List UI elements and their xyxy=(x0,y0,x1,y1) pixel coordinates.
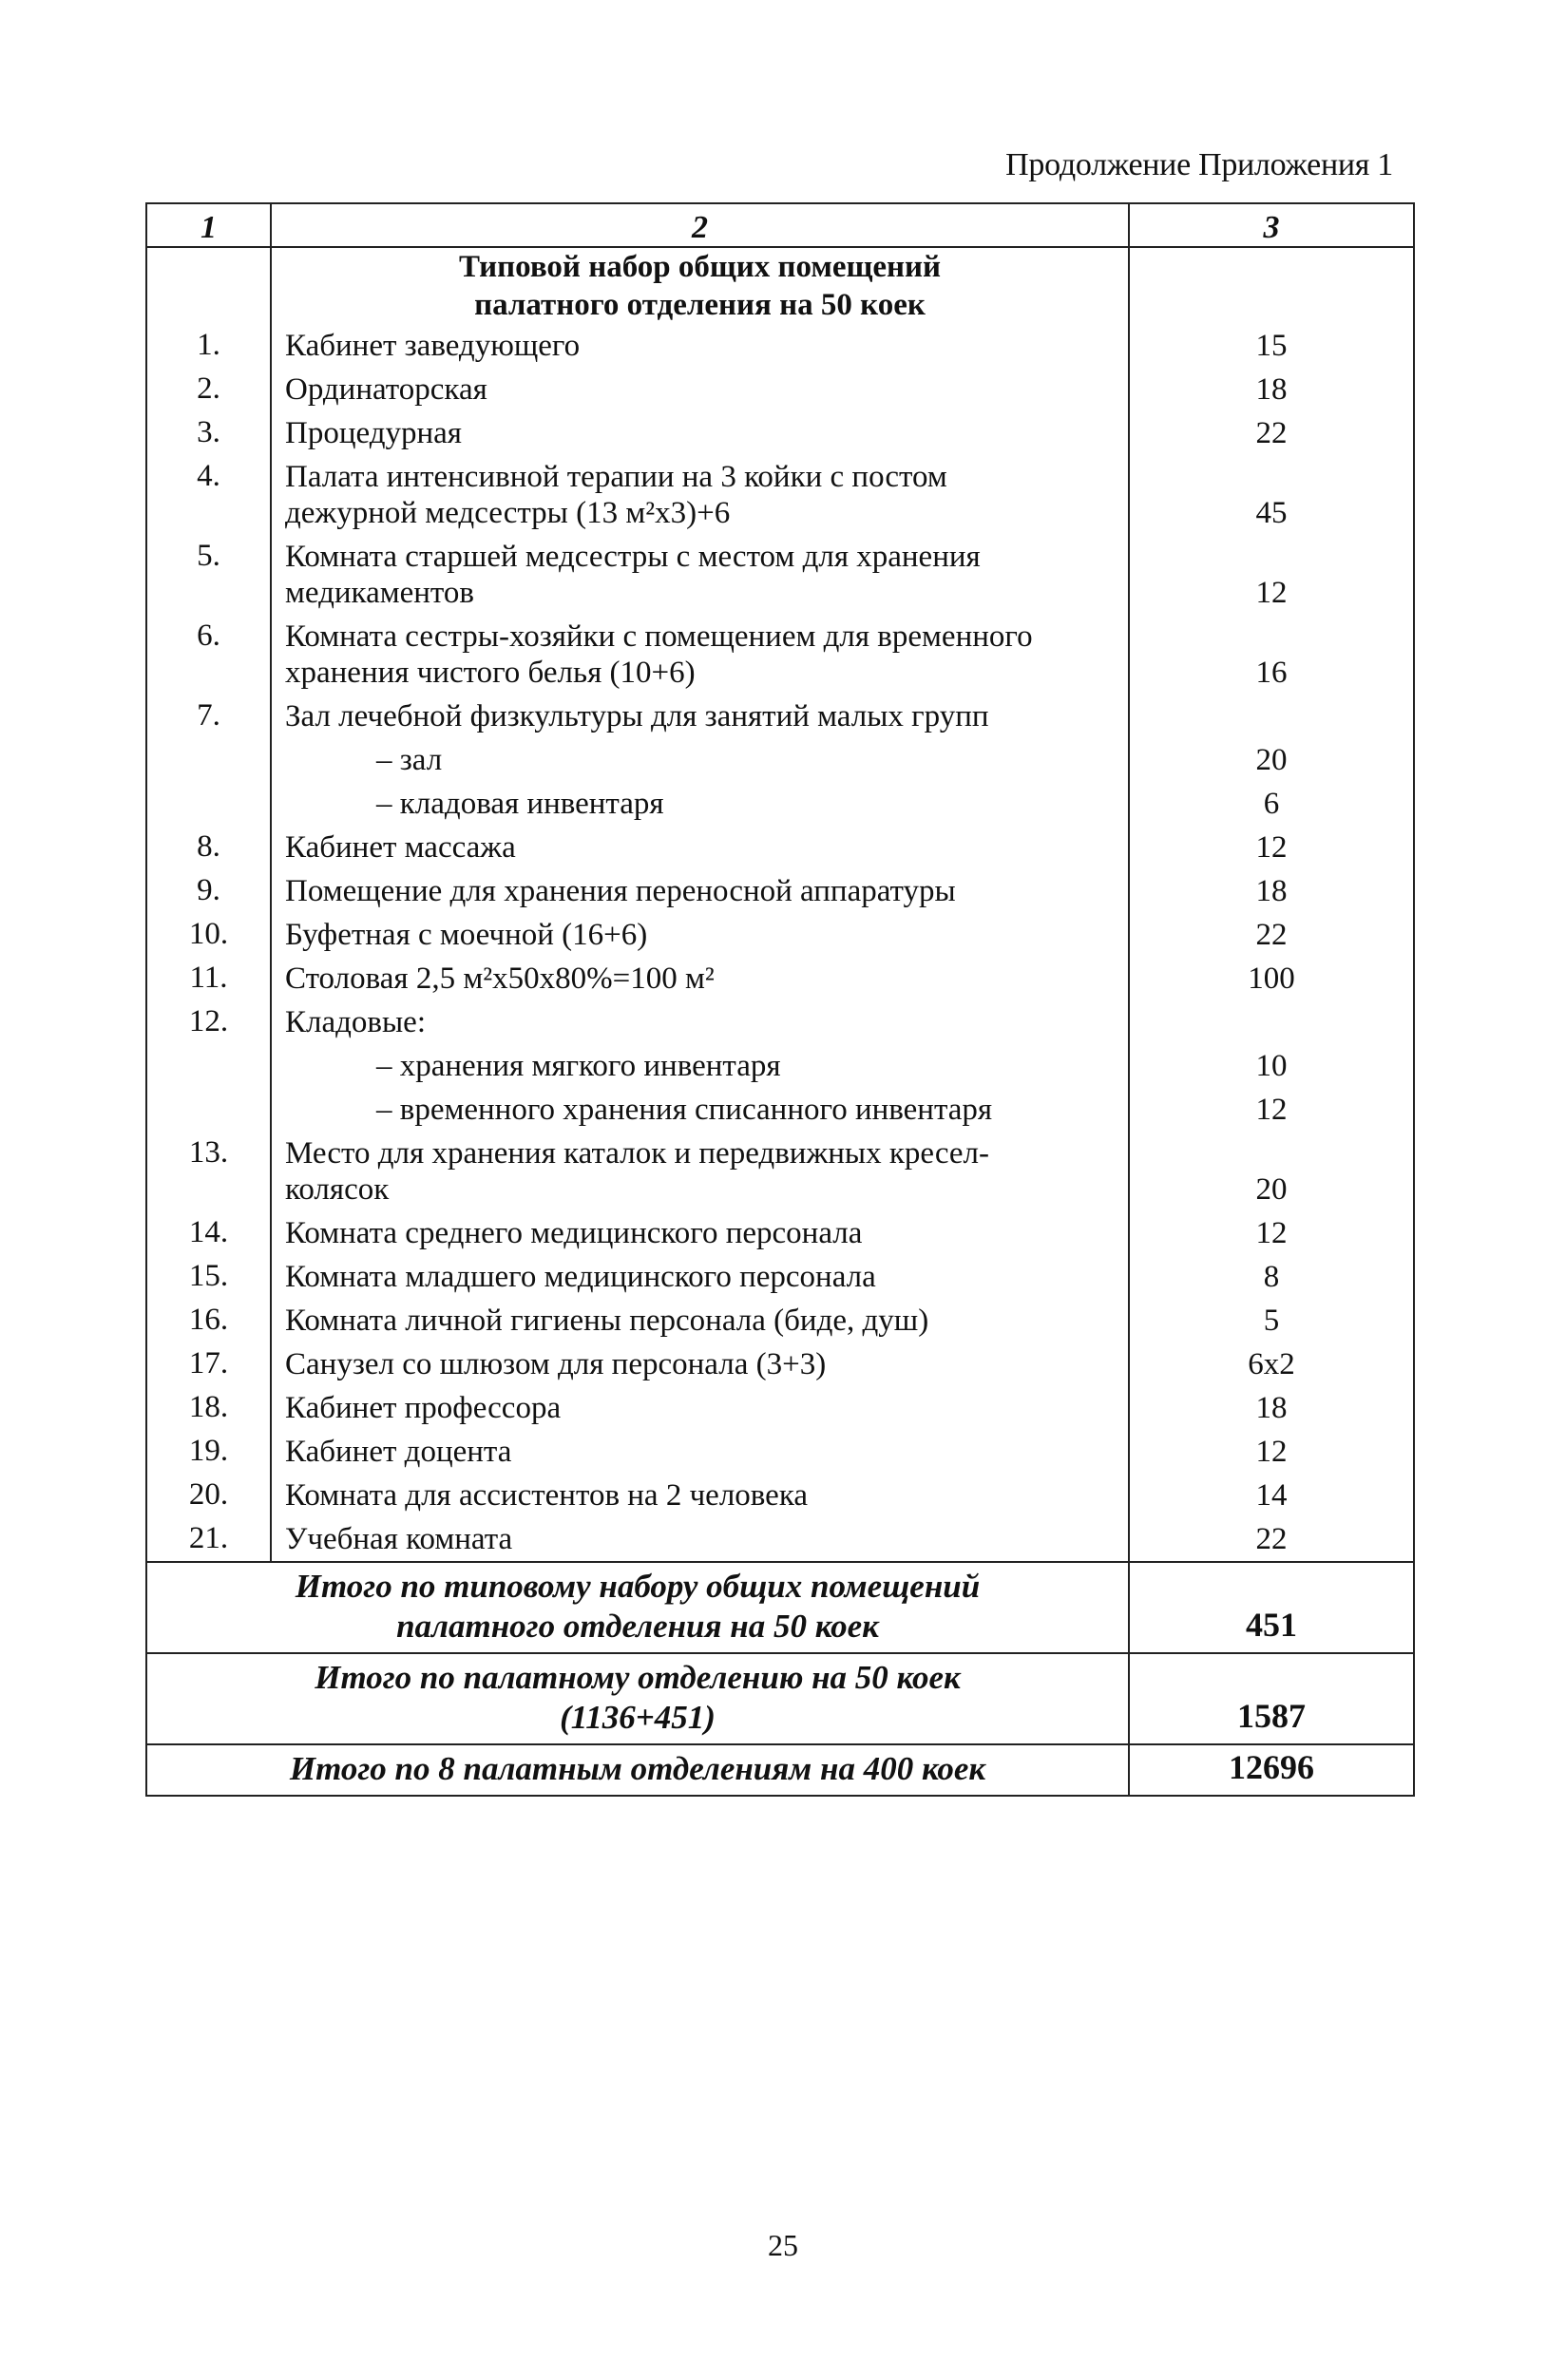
row-area-value: 8 xyxy=(1129,1255,1414,1299)
row-description-line: Санузел со шлюзом для персонала (3+3) xyxy=(285,1347,827,1381)
row-number xyxy=(146,1088,271,1132)
section-title-line-2: палатного отделения на 50 коек xyxy=(474,288,926,322)
table-row xyxy=(146,1088,1414,1132)
row-description xyxy=(271,455,1129,535)
row-description xyxy=(271,1517,1129,1562)
row-description xyxy=(271,913,1129,957)
row-number: 4. xyxy=(146,455,271,535)
table-row xyxy=(146,535,1414,615)
row-number: 16. xyxy=(146,1299,271,1342)
total-label xyxy=(146,1562,1129,1653)
section-title xyxy=(271,247,1129,324)
row-description xyxy=(271,1386,1129,1430)
row-area-value: 18 xyxy=(1129,1386,1414,1430)
row-description xyxy=(271,1299,1129,1342)
row-number: 13. xyxy=(146,1132,271,1211)
table-row xyxy=(146,1044,1414,1088)
row-area-value: 5 xyxy=(1129,1299,1414,1342)
row-number: 3. xyxy=(146,411,271,455)
row-description xyxy=(271,1342,1129,1386)
table-row xyxy=(146,913,1414,957)
row-description-line: дежурной медсестры (13 м²х3)+6 xyxy=(285,496,731,530)
table-row xyxy=(146,455,1414,535)
column-header-3: 3 xyxy=(1129,203,1414,247)
page-number: 25 xyxy=(768,2228,798,2262)
row-number: 17. xyxy=(146,1342,271,1386)
row-description-line: – хранения мягкого инвентаря xyxy=(376,1049,781,1083)
row-number xyxy=(146,738,271,782)
row-area-value: 100 xyxy=(1129,957,1414,1000)
table-row xyxy=(146,1299,1414,1342)
row-description-line: Буфетная с моечной (16+6) xyxy=(285,918,648,952)
row-area-value: 14 xyxy=(1129,1474,1414,1517)
section-title-row xyxy=(146,247,1414,324)
column-header-1: 1 xyxy=(146,203,271,247)
row-area-value: 10 xyxy=(1129,1044,1414,1088)
row-description xyxy=(271,1211,1129,1255)
row-number: 20. xyxy=(146,1474,271,1517)
row-description-line: Комната среднего медицинского персонала xyxy=(285,1216,863,1250)
row-number: 8. xyxy=(146,826,271,869)
row-number: 14. xyxy=(146,1211,271,1255)
row-description xyxy=(271,324,1129,368)
total-label-line: Итого по типовому набору общих помещений xyxy=(295,1568,981,1605)
row-area-value: 18 xyxy=(1129,869,1414,913)
continuation-header: Продолжение Приложения 1 xyxy=(1005,147,1393,182)
row-description-line: Комната сестры-хозяйки с помещением для временного xyxy=(285,619,1033,654)
row-area-value: 12 xyxy=(1129,535,1414,615)
row-number: 19. xyxy=(146,1430,271,1474)
row-number: 15. xyxy=(146,1255,271,1299)
row-number: 2. xyxy=(146,368,271,411)
table-row xyxy=(146,368,1414,411)
row-description-line: хранения чистого белья (10+6) xyxy=(285,656,696,690)
row-description-line: Ординаторская xyxy=(285,372,487,407)
row-area-value: 22 xyxy=(1129,411,1414,455)
table-row xyxy=(146,869,1414,913)
table-row xyxy=(146,1000,1414,1044)
table-row xyxy=(146,411,1414,455)
table-row xyxy=(146,1386,1414,1430)
row-description-line: Зал лечебной физкультуры для занятий малых групп xyxy=(285,699,989,733)
column-header-2: 2 xyxy=(271,203,1129,247)
row-number: 10. xyxy=(146,913,271,957)
row-description-line: Комната личной гигиены персонала (биде, душ) xyxy=(285,1304,929,1338)
row-area-value: 6 xyxy=(1129,782,1414,826)
row-description xyxy=(271,695,1129,738)
row-description-line: – временного хранения списанного инвентаря xyxy=(376,1093,993,1127)
table-row xyxy=(146,1342,1414,1386)
table-row xyxy=(146,1255,1414,1299)
row-number xyxy=(146,782,271,826)
table-row xyxy=(146,1211,1414,1255)
row-area-value: 12 xyxy=(1129,1430,1414,1474)
total-value: 451 xyxy=(1129,1562,1414,1653)
row-number: 1. xyxy=(146,324,271,368)
row-number: 18. xyxy=(146,1386,271,1430)
row-area-value: 20 xyxy=(1129,738,1414,782)
table-row xyxy=(146,1430,1414,1474)
row-area-value: 45 xyxy=(1129,455,1414,535)
row-area-value: 20 xyxy=(1129,1132,1414,1211)
row-number: 9. xyxy=(146,869,271,913)
total-row xyxy=(146,1562,1414,1653)
row-description xyxy=(271,1088,1129,1132)
row-description-line: Столовая 2,5 м²х50х80%=100 м² xyxy=(285,962,715,996)
row-description xyxy=(271,782,1129,826)
row-description xyxy=(271,1044,1129,1088)
row-description-line: колясок xyxy=(285,1172,390,1207)
row-area-value xyxy=(1129,1000,1414,1044)
row-description-line: Палата интенсивной терапии на 3 койки с постом xyxy=(285,460,947,494)
row-area-value: 12 xyxy=(1129,826,1414,869)
row-description-line: Комната старшей медсестры с местом для хранения xyxy=(285,540,981,574)
row-description-line: Помещение для хранения переносной аппаратуры xyxy=(285,874,956,908)
row-area-value: 22 xyxy=(1129,913,1414,957)
row-description xyxy=(271,368,1129,411)
row-area-value: 22 xyxy=(1129,1517,1414,1562)
row-area-value: 18 xyxy=(1129,368,1414,411)
row-description xyxy=(271,738,1129,782)
table-row xyxy=(146,738,1414,782)
table-row xyxy=(146,1474,1414,1517)
table-row xyxy=(146,782,1414,826)
row-description-line: медикаментов xyxy=(285,576,474,610)
row-description-line: Комната младшего медицинского персонала xyxy=(285,1260,876,1294)
table-row xyxy=(146,1132,1414,1211)
row-area-value xyxy=(1129,695,1414,738)
row-description-line: – кладовая инвентаря xyxy=(376,787,664,821)
row-description-line: – зал xyxy=(376,743,443,777)
row-description xyxy=(271,535,1129,615)
row-number: 5. xyxy=(146,535,271,615)
row-description xyxy=(271,1255,1129,1299)
row-description xyxy=(271,615,1129,695)
row-description-line: Кабинет профессора xyxy=(285,1391,562,1425)
row-description xyxy=(271,826,1129,869)
row-description-line: Процедурная xyxy=(285,416,462,450)
row-area-value: 16 xyxy=(1129,615,1414,695)
row-number: 12. xyxy=(146,1000,271,1044)
total-value: 12696 xyxy=(1129,1744,1414,1796)
row-number: 21. xyxy=(146,1517,271,1562)
total-label-line: Итого по 8 палатным отделениям на 400 коек xyxy=(289,1750,986,1787)
total-row xyxy=(146,1744,1414,1796)
table-row xyxy=(146,695,1414,738)
column-header-row xyxy=(146,203,1414,247)
row-description-line: Комната для ассистентов на 2 человека xyxy=(285,1478,809,1513)
table-row xyxy=(146,1517,1414,1562)
row-number: 11. xyxy=(146,957,271,1000)
total-label-line: палатного отделения на 50 коек xyxy=(396,1608,879,1645)
total-label-line: Итого по палатному отделению на 50 коек xyxy=(315,1659,961,1696)
table-row xyxy=(146,615,1414,695)
row-description-line: Кабинет доцента xyxy=(285,1435,512,1469)
total-row xyxy=(146,1653,1414,1744)
table-row xyxy=(146,957,1414,1000)
row-description-line: Учебная комната xyxy=(285,1522,513,1556)
section-title-line-1: Типовой набор общих помещений xyxy=(458,250,942,284)
row-description xyxy=(271,1000,1129,1044)
row-area-value: 12 xyxy=(1129,1211,1414,1255)
total-value: 1587 xyxy=(1129,1653,1414,1744)
row-area-value: 15 xyxy=(1129,324,1414,368)
row-description xyxy=(271,1430,1129,1474)
row-description xyxy=(271,411,1129,455)
row-description xyxy=(271,1132,1129,1211)
row-description-line: Кладовые: xyxy=(285,1005,426,1039)
row-description-line: Кабинет заведующего xyxy=(285,329,581,363)
row-number: 6. xyxy=(146,615,271,695)
row-description xyxy=(271,957,1129,1000)
row-description xyxy=(271,1474,1129,1517)
total-label xyxy=(146,1653,1129,1744)
table-row xyxy=(146,324,1414,368)
row-number xyxy=(146,1044,271,1088)
total-label-line: (1136+451) xyxy=(560,1699,716,1736)
row-area-value: 12 xyxy=(1129,1088,1414,1132)
table-row xyxy=(146,826,1414,869)
row-number: 7. xyxy=(146,695,271,738)
total-label xyxy=(146,1744,1129,1796)
row-description-line: Кабинет массажа xyxy=(285,830,516,865)
rooms-table xyxy=(145,202,1415,1797)
row-area-value: 6х2 xyxy=(1129,1342,1414,1386)
row-description-line: Место для хранения каталок и передвижных кресел- xyxy=(285,1136,989,1171)
row-description xyxy=(271,869,1129,913)
